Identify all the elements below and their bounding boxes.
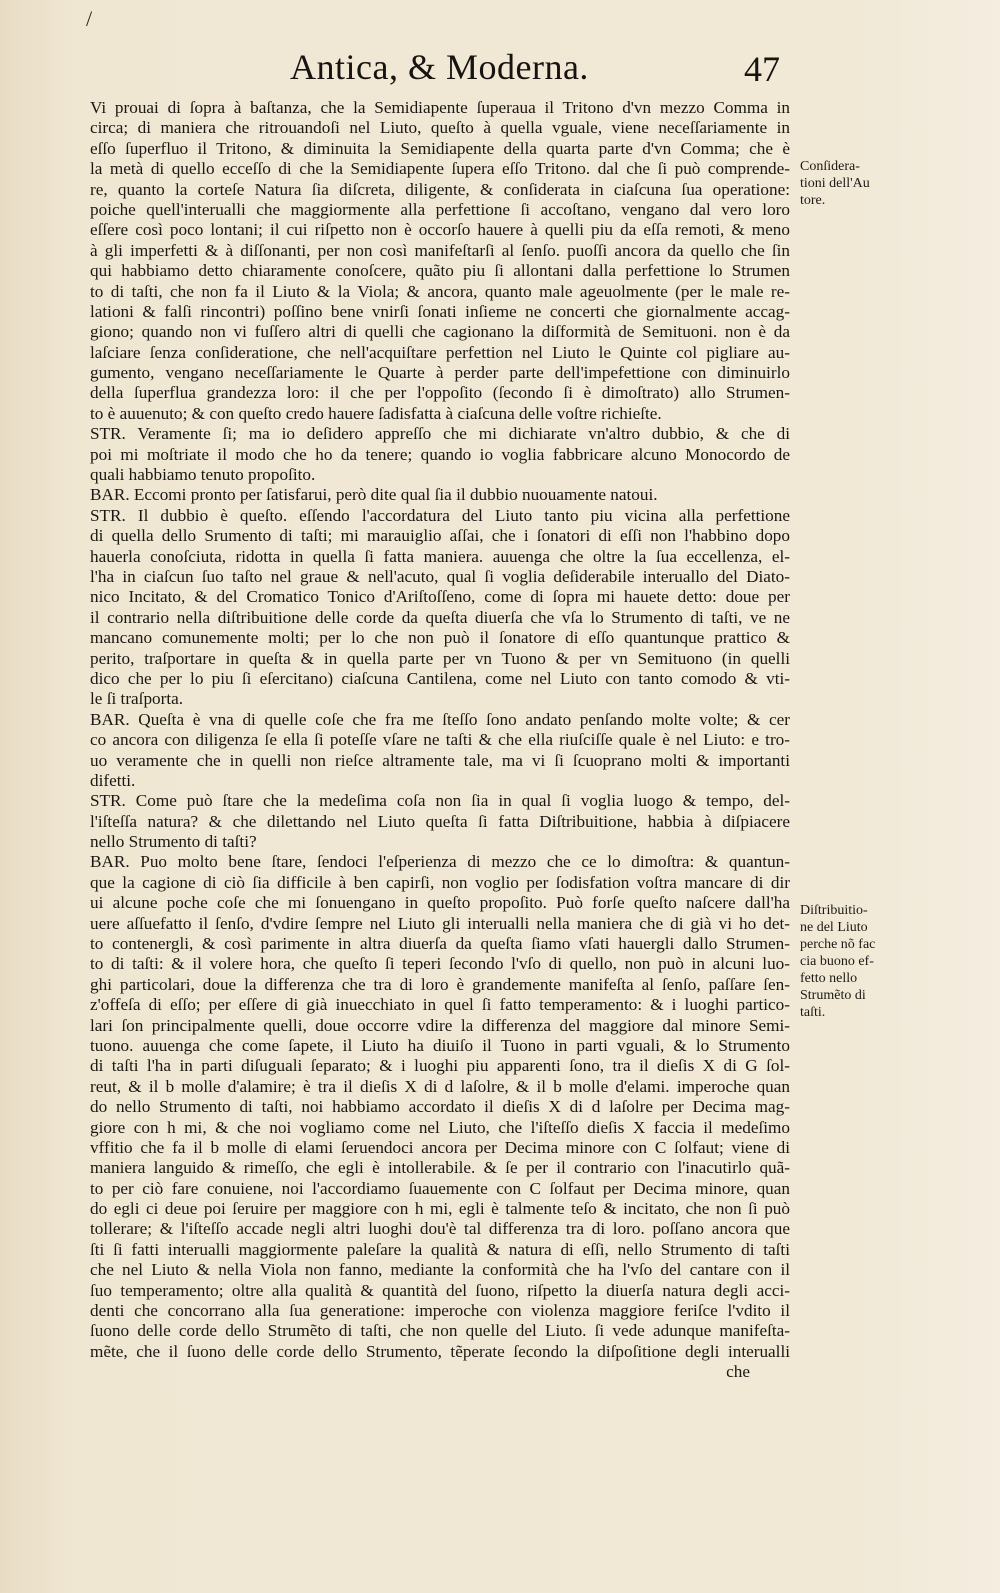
text-line: vffitio che fa il b molle di elami ſeruendoci ancora per Decima minore con C ſolfaut; viene di [90,1137,790,1157]
text-line: Vi prouai di ſopra à baſtanza, che la Semidiapente ſuperaua il Tritono d'vn mezzo Comma in [90,98,790,117]
text-line: perito, traſportare in queſta & in quella parte per vn Tuono & per vn Semituono (in quelli [90,648,790,668]
sidenote-line: Strumẽto di [800,988,866,1003]
text-line: nico Incitato, & del Cromatico Tonico d'Ariſtoſſeno, come di ſopra mi hauete detto: doue per [90,587,790,607]
text-line: que la cagione di ciò ſia difficile à ben capirſi, non voglio per ſodisfation voſtra mancare di dir [90,872,790,892]
text-line: uere aſſuefatto il ſenſo, d'vdire ſempre nel Liuto gli interualli nella maniera che di già vi ho det- [90,913,790,933]
text-line: mancano comunemente molti; per lo che non può il ſonatore di eſſo quantunque prattico & [90,628,790,648]
sidenote-line: tioni dell'Au [800,176,870,191]
text-line: to per ciò fare conuiene, noi l'accordiamo ſuauemente con C ſolfaut per Decima minore, quan [90,1178,790,1198]
text-line: quali habbiamo tenuto propoſito. [90,465,316,485]
text-line: laſciare ſenza conſideratione, che nell'acquiſtare perfettion nel Liuto le Quinte col pigliare au- [90,342,790,362]
text-line: to contenergli, & così parimente in altra diuerſa da queſta ſiamo vſati hauergli dallo Strumen- [90,934,790,954]
text-line: l'ha in ciaſcun ſuo taſto nel graue & nell'acuto, qual ſi voglia deſiderabile interuallo del Diato- [90,566,790,586]
sidenote-line: cia buono ef- [800,954,874,969]
text-line: qui habbiamo detto chiaramente conoſcere, quãto piu ſi allontani dalla perfettione lo Strumen [90,261,790,281]
text-line: STR. Come può ſtare che la medeſima coſa non ſia in qual ſi voglia luogo & tempo, del- [90,791,790,811]
text-line: BAR. Puo molto bene ſtare, ſendoci l'eſperienza di mezzo che ce lo dimoſtra: & quantun- [90,852,790,872]
text-line: denti che concorrano alla ſua generatione: imperoche con violenza maggiore feriſce l'vdito il [90,1301,790,1321]
text-line: circa; di maniera che ritrouandoſi nel Liuto, queſto à quella vguale, viene neceſſariamente in [90,118,790,138]
text-line: ſti ſi fatti interualli maggiormente paleſare la qualità & natura di eſſi, nello Strumento di taſti [90,1239,790,1259]
page-number: 47 [744,49,780,89]
text-line: reut, & il b molle d'alamire; è tra il dieſis X di d laſolre, & il b molle d'elami. imperoche quan [90,1076,790,1096]
text-line: do egli ci deue poi ſeruire per maggiore con h mi, egli è talmente teſo & incitato, che non ſi può [90,1199,790,1219]
text-line: eſſo ſuperfluo il Tritono, & diminuita la Semidiapente della quarta parte d'vn Comma; che è [90,138,790,158]
text-line: z'offeſa di eſſo; per eſſere di già inuecchiato in quel ſi fatto temperamento: & i luoghi partico- [90,995,790,1015]
text-line: nello Strumento di taſti? [90,832,257,852]
top-mark: / [86,6,93,31]
text-line: BAR. Eccomi pronto per ſatisfarui, però dite qual ſia il dubbio nuouamente natoui. [90,485,658,505]
text-line: tuono. auuenga che come ſapete, il Liuto ha diuiſo il Tuono in parti vguali, & lo Strumento [90,1035,790,1055]
text-line: à gli imperfetti & à diſſonanti, per non così manifeſtarſi al ſenſo. puoſſi ancora da quello che ſin [90,240,790,260]
text-line: il contrario nella diſtribuitione delle corde da queſta diuerſa che vſa lo Strumento di taſti, ve ne [90,607,790,627]
text-line: ghi particolari, doue la differenza che tra di loro è grandemente manifeſta al ſenſo, paſſare ſen- [90,974,790,994]
text-line: eſſere così poco lontani; il cui riſpetto non è occorſo hauere à quelli piu da eſſa remoti, & meno [90,220,790,240]
text-line: che [726,1362,750,1382]
text-line: che nel Liuto & nella Viola non fanno, mediante la conformità che ha l'vſo del cantare con il [90,1260,790,1280]
text-line: mẽte, che il ſuono delle corde dello Strumento, tẽperate ſecondo la diſpoſitione degli interualli [90,1341,790,1361]
text-line: dico che per lo piu ſi eſercitano) ciaſcuna Cantilena, come nel Liuto con tanto comodo & vti- [90,668,790,688]
text-line: hauerla conoſciuta, ridotta in quella ſi fatta maniera. auuenga che oltre la ſua eccellenza, el- [90,546,790,566]
sidenote-line: ne del Liuto [800,920,868,935]
text-line: lationi & falſi rincontri) poſſino bene vnirſi ſonati inſieme ne concerti che giornalmente accag- [90,301,790,321]
running-title: Antica, & Moderna. [290,47,589,87]
text-line: ſuono delle corde dello Strumẽto di taſti, che non quelle del Liuto. ſi vede adunque manifeſta- [90,1321,790,1341]
sidenote-considerationi [800,158,900,209]
text-line: della ſuperflua grandezza loro: il che per l'oppoſito (ſecondo ſi è dimoſtrato) allo Strumen- [90,383,790,403]
text-line: ſuo temperamento; oltre alla qualità & quantità del ſuono, riſpetto la diuerſa natura degli acci- [90,1280,790,1300]
text-line: di quella dello Srumento di taſti; mi marauiglio aſſai, che i ſonatori di eſſi non l'habbino dopo [90,526,790,546]
text-line: STR. Il dubbio è queſto. eſſendo l'accordatura del Liuto tanto piu vicina alla perfettione [90,505,790,525]
text-line: to di taſti: & il volere hora, che queſto ſi teperi ſecondo l'vſo di quello, non può in alcuni luo- [90,954,790,974]
text-line: ui alcune poche coſe che mi ſonuengano in queſto propoſito. Può forſe queſto naſcere dall'ha [90,893,790,913]
sidenote-line: fetto nello [800,971,858,986]
text-line: le ſi traſporta. [90,689,184,709]
page-header [290,46,800,90]
sidenote-line: perche nõ fac [800,937,876,952]
text-line: STR. Veramente ſi; ma io deſidero appreſſo che mi dichiarate vn'altro dubbio, & che di [90,424,790,444]
text-line: BAR. Queſta è vna di quelle coſe che fra me ſteſſo ſono andato penſando molte volte; & cer [90,709,790,729]
text-line: di taſti l'ha in parti diſuguali ſeparato; & i luoghi piu apparenti ſono, tra il dieſis X di G ſol- [90,1056,790,1076]
text-line: la metà di quello ecceſſo di che la Semidiapente ſupera eſſo Tritono. dal che ſi può comprende- [90,159,790,179]
text-line: to di taſti, che non fa il Liuto & la Viola; & ancora, quanto male ageuolmente (per le male re- [90,281,790,301]
sidenote-line: Diſtribuitio- [800,903,868,918]
text-line: tollerare; & l'iſteſſo accade negli altri luoghi dou'è tal differenza tra di loro. poſſano ancora que [90,1219,790,1239]
text-line: poiche quell'interualli che maggiormente alla perfettione ſi accoſtano, vengano dal vero loro [90,199,790,219]
main-text-block [90,98,790,1383]
text-line: co ancora con diligenza ſe ella ſi poteſſe vſare ne taſti & che ella riuſciſſe quale è nel Liuto: e tro- [90,730,790,750]
text-line: lari ſon principalmente quelli, doue occorre vdire la differenza del maggiore dal minore Semi- [90,1015,790,1035]
text-line: l'iſteſſa natura? & che dilettando nel Liuto queſta ſi fatta Diſtribuitione, habbia à diſpiacere [90,811,790,831]
text-line: giono; quando non vi fuſſero altri di quelli che cagionano la diſformità de Semituoni. non è da [90,322,790,342]
text-line: uo veramente che in quelli non rieſce altramente tale, ma vi ſi ſcuoprano molti & importanti [90,750,790,770]
text-line: giore con h mi, & che noi vogliamo come nel Liuto, che l'iſteſſo dieſis X faccia il medeſimo [90,1117,790,1137]
sidenote-distribuitione [800,902,900,1021]
text-line: to è auuenuto; & con queſto credo hauere ſadisfatta à ciaſcuna delle voſtre richieſte. [90,403,662,423]
text-line: gumento, vengano neceſſariamente le Quarte à perder parte dell'impefettione con diminuirlo [90,363,790,383]
sidenote-line: Conſidera- [800,159,860,174]
sidenote-line: tore. [800,193,826,208]
text-line: poi mi moſtriate il modo che ho da tenere; quando io voglia fabbricare alcuno Monocordo de [90,444,790,464]
sidenote-line: taſti. [800,1005,826,1020]
text-line: do nello Strumento di taſti, noi habbiamo accordato il dieſis X di d laſolre per Decima mag- [90,1097,790,1117]
text-line: maniera languido & rimeſſo, che egli è intollerabile. & ſe per il contrario con l'inacutirlo quã- [90,1158,790,1178]
text-line: difetti. [90,770,136,790]
text-line: re, quanto la corteſe Natura ſia diſcreta, diligente, & conſiderata in ciaſcuna ſua operatione: [90,179,790,199]
